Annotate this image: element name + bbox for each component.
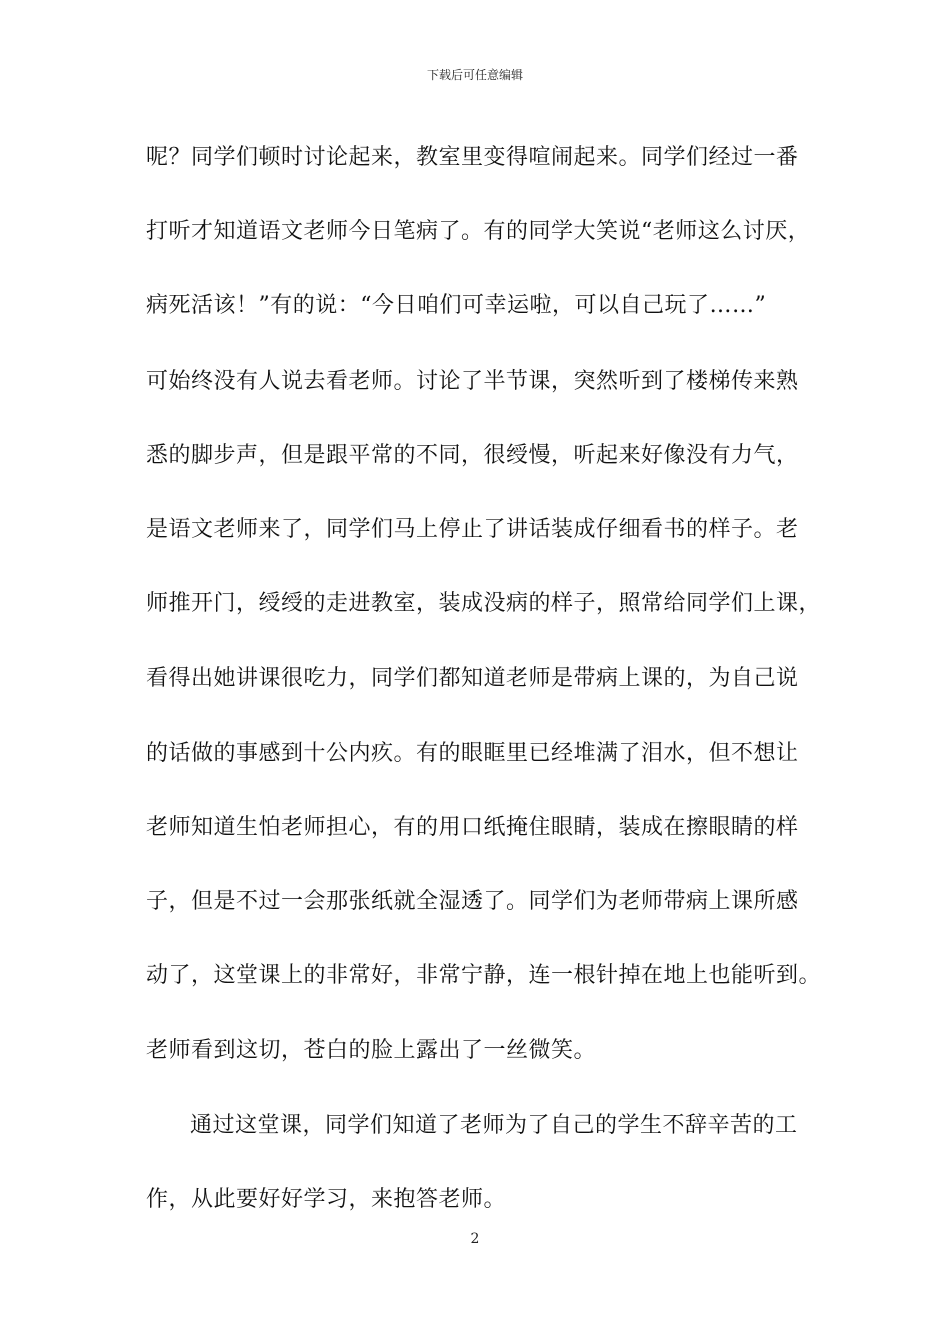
text-line: 的话做的事感到十公内疚。有的眼眶里已经堆满了泪水，但不想让 (146, 741, 799, 766)
text-line: 悉的脚步声，但是跟平常的不同，很绶慢，听起来好像没有力气， (146, 443, 799, 468)
page-number: 2 (470, 1231, 480, 1247)
text-line: 老师看到这切，苍白的脸上露出了一丝微笑。 (146, 1038, 597, 1063)
text-line: 呢？同学们顿时讨论起来，教室里变得喧闹起来。同学们经过一番 (146, 145, 799, 170)
text-line: 老师知道生怕老师担心，有的用口纸掩住眼睛，装成在擦眼睛的样 (146, 815, 799, 840)
text-line: 可始终没有人说去看老师。讨论了半节课，突然听到了楼梯传来熟 (146, 369, 799, 394)
text-line: 动了，这堂课上的非常好，非常宁静，连一根针掉在地上也能听到。 (146, 963, 822, 988)
text-line: 是语文老师来了，同学们马上停止了讲话装成仔细看书的样子。老 (146, 517, 799, 542)
text-line: 作，从此要好好学习，来抱答老师。 (146, 1187, 507, 1212)
page-header: 下载后可任意编辑 (426, 68, 523, 82)
text-line: 打听才知道语文老师今日笔病了。有的同学大笑说“老师这么讨厌， (146, 219, 811, 244)
paragraph-first-line: 通过这堂课，同学们知道了老师为了自己的学生不辞辛苦的工 (190, 1113, 798, 1138)
text-line: 看得出她讲课很吃力，同学们都知道老师是带病上课的，为自己说 (146, 666, 799, 691)
text-line: 病死活该！”有的说：“今日咱们可幸运啦，可以自己玩了……” (146, 293, 767, 318)
text-line: 师推开门，绶绶的走进教室，装成没病的样子，照常给同学们上课， (146, 591, 822, 616)
text-line: 子，但是不过一会那张纸就全湿透了。同学们为老师带病上课所感 (146, 889, 799, 914)
